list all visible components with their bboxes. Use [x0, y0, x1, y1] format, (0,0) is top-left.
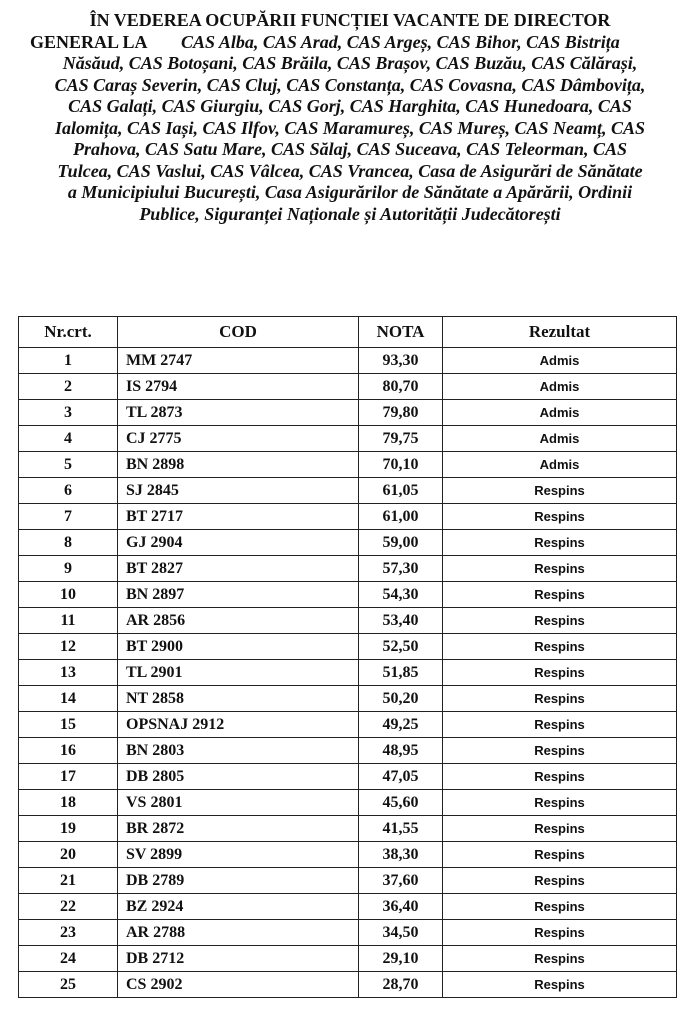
- table-row: [19, 530, 677, 556]
- heading-line: Ialomița, CAS Iași, CAS Ilfov, CAS Maramureș, CAS Mureș, CAS Neamț, CAS: [54, 117, 645, 138]
- cell-cod: TL 2873: [118, 400, 359, 426]
- cell-nr-crt: 15: [19, 712, 118, 738]
- cell-nr-crt: 16: [19, 738, 118, 764]
- table-row: [19, 504, 677, 530]
- cell-cod: NT 2858: [118, 686, 359, 712]
- table-row: [19, 374, 677, 400]
- document-heading: [20, 10, 680, 225]
- cell-rezultat: Respins: [443, 582, 677, 608]
- cell-nota: 45,60: [359, 790, 443, 816]
- cell-nr-crt: 14: [19, 686, 118, 712]
- table-body: [19, 348, 677, 998]
- cell-nota: 80,70: [359, 374, 443, 400]
- cell-nr-crt: 7: [19, 504, 118, 530]
- cell-rezultat: Respins: [443, 738, 677, 764]
- table-row: [19, 920, 677, 946]
- cell-cod: IS 2794: [118, 374, 359, 400]
- cell-cod: BR 2872: [118, 816, 359, 842]
- table-row: [19, 452, 677, 478]
- cell-rezultat: Respins: [443, 972, 677, 998]
- cell-nota: 61,05: [359, 478, 443, 504]
- cell-rezultat: Respins: [443, 530, 677, 556]
- heading-line: Prahova, CAS Satu Mare, CAS Sălaj, CAS Suceava, CAS Teleorman, CAS: [73, 139, 627, 159]
- cell-cod: DB 2789: [118, 868, 359, 894]
- cell-rezultat: Respins: [443, 686, 677, 712]
- cell-rezultat: Admis: [443, 348, 677, 374]
- cell-rezultat: Respins: [443, 842, 677, 868]
- cell-rezultat: Respins: [443, 764, 677, 790]
- cell-cod: BT 2900: [118, 634, 359, 660]
- cell-rezultat: Respins: [443, 556, 677, 582]
- cell-rezultat: Respins: [443, 946, 677, 972]
- heading-line: Tulcea, CAS Vaslui, CAS Vâlcea, CAS Vrancea, Casa de Asigurări de Sănătate: [57, 160, 643, 181]
- table-row: [19, 712, 677, 738]
- cell-nota: 51,85: [359, 660, 443, 686]
- cell-cod: BN 2898: [118, 452, 359, 478]
- table-row: [19, 556, 677, 582]
- heading-line-2: [20, 32, 680, 54]
- cell-rezultat: Admis: [443, 452, 677, 478]
- cell-nr-crt: 5: [19, 452, 118, 478]
- cell-nr-crt: 12: [19, 634, 118, 660]
- cell-nota: 49,25: [359, 712, 443, 738]
- cell-rezultat: Respins: [443, 634, 677, 660]
- header-nr-crt: Nr.crt.: [19, 317, 118, 348]
- results-table: [18, 316, 677, 998]
- cell-nota: 41,55: [359, 816, 443, 842]
- table-row: [19, 582, 677, 608]
- cell-nr-crt: 19: [19, 816, 118, 842]
- heading-line: a Municipiului București, Casa Asigurărilor de Sănătate a Apărării, Ordinii: [67, 182, 633, 202]
- cell-nota: 28,70: [359, 972, 443, 998]
- cell-nota: 29,10: [359, 946, 443, 972]
- table-row: [19, 608, 677, 634]
- cell-nota: 48,95: [359, 738, 443, 764]
- cell-nota: 93,30: [359, 348, 443, 374]
- cell-nr-crt: 8: [19, 530, 118, 556]
- cell-cod: AR 2788: [118, 920, 359, 946]
- heading-line-1: ÎN VEDEREA OCUPĂRII FUNCȚIEI VACANTE DE DIRECTOR: [89, 10, 611, 30]
- cell-nota: 61,00: [359, 504, 443, 530]
- cell-cod: DB 2712: [118, 946, 359, 972]
- cell-cod: SV 2899: [118, 842, 359, 868]
- cell-rezultat: Respins: [443, 816, 677, 842]
- cell-cod: TL 2901: [118, 660, 359, 686]
- cell-cod: BN 2803: [118, 738, 359, 764]
- table-row: [19, 764, 677, 790]
- cell-nr-crt: 21: [19, 868, 118, 894]
- cell-nota: 79,75: [359, 426, 443, 452]
- table-row: [19, 634, 677, 660]
- table-row: [19, 348, 677, 374]
- cell-nota: 54,30: [359, 582, 443, 608]
- table-row: [19, 842, 677, 868]
- cell-nr-crt: 22: [19, 894, 118, 920]
- cell-rezultat: Admis: [443, 374, 677, 400]
- cell-nota: 79,80: [359, 400, 443, 426]
- cell-nr-crt: 25: [19, 972, 118, 998]
- cell-rezultat: Respins: [443, 712, 677, 738]
- table-row: [19, 946, 677, 972]
- cell-nota: 53,40: [359, 608, 443, 634]
- cell-rezultat: Admis: [443, 400, 677, 426]
- cell-nr-crt: 10: [19, 582, 118, 608]
- cell-nr-crt: 11: [19, 608, 118, 634]
- cell-cod: GJ 2904: [118, 530, 359, 556]
- cell-nr-crt: 13: [19, 660, 118, 686]
- cell-nota: 59,00: [359, 530, 443, 556]
- cell-rezultat: Respins: [443, 894, 677, 920]
- cell-nota: 50,20: [359, 686, 443, 712]
- cell-nr-crt: 4: [19, 426, 118, 452]
- heading-prefix: GENERAL LA: [30, 31, 147, 52]
- cell-rezultat: Respins: [443, 920, 677, 946]
- cell-nr-crt: 17: [19, 764, 118, 790]
- cell-nota: 38,30: [359, 842, 443, 868]
- cell-nr-crt: 6: [19, 478, 118, 504]
- cell-nota: 57,30: [359, 556, 443, 582]
- cell-nota: 47,05: [359, 764, 443, 790]
- cell-cod: BT 2827: [118, 556, 359, 582]
- cell-nr-crt: 9: [19, 556, 118, 582]
- cell-cod: BZ 2924: [118, 894, 359, 920]
- cell-cod: OPSNAJ 2912: [118, 712, 359, 738]
- cell-rezultat: Respins: [443, 790, 677, 816]
- cell-rezultat: Respins: [443, 660, 677, 686]
- cell-nota: 52,50: [359, 634, 443, 660]
- cell-cod: MM 2747: [118, 348, 359, 374]
- table-row: [19, 868, 677, 894]
- heading-line: CAS Caraș Severin, CAS Cluj, CAS Constanța, CAS Covasna, CAS Dâmbovița,: [54, 74, 646, 95]
- table-row: [19, 660, 677, 686]
- cell-rezultat: Respins: [443, 504, 677, 530]
- cell-nr-crt: 24: [19, 946, 118, 972]
- cell-nota: 34,50: [359, 920, 443, 946]
- cell-rezultat: Admis: [443, 426, 677, 452]
- heading-line: Publice, Siguranței Naționale și Autorității Judecătorești: [139, 203, 561, 224]
- cell-rezultat: Respins: [443, 868, 677, 894]
- table-row: [19, 738, 677, 764]
- cell-cod: AR 2856: [118, 608, 359, 634]
- cell-nr-crt: 3: [19, 400, 118, 426]
- cell-nr-crt: 1: [19, 348, 118, 374]
- cell-rezultat: Respins: [443, 478, 677, 504]
- header-nota: NOTA: [359, 317, 443, 348]
- cell-nr-crt: 20: [19, 842, 118, 868]
- table-row: [19, 686, 677, 712]
- table-row: [19, 894, 677, 920]
- heading-line: CAS Galați, CAS Giurgiu, CAS Gorj, CAS Harghita, CAS Hunedoara, CAS: [68, 96, 632, 116]
- cell-cod: SJ 2845: [118, 478, 359, 504]
- cell-nr-crt: 18: [19, 790, 118, 816]
- heading-line: Năsăud, CAS Botoșani, CAS Brăila, CAS Brașov, CAS Buzău, CAS Călărași,: [62, 53, 638, 73]
- cell-nota: 70,10: [359, 452, 443, 478]
- table-header-row: [19, 317, 677, 348]
- cell-cod: CS 2902: [118, 972, 359, 998]
- cell-nr-crt: 2: [19, 374, 118, 400]
- table-row: [19, 790, 677, 816]
- header-cod: COD: [118, 317, 359, 348]
- cell-nota: 37,60: [359, 868, 443, 894]
- cell-rezultat: Respins: [443, 608, 677, 634]
- table-row: [19, 816, 677, 842]
- header-rezultat: Rezultat: [443, 317, 677, 348]
- heading-institutions-list: [20, 53, 680, 225]
- cell-nota: 36,40: [359, 894, 443, 920]
- cell-cod: BT 2717: [118, 504, 359, 530]
- cell-cod: DB 2805: [118, 764, 359, 790]
- table-row: [19, 426, 677, 452]
- cell-cod: CJ 2775: [118, 426, 359, 452]
- cell-cod: BN 2897: [118, 582, 359, 608]
- heading-institutions-start: CAS Alba, CAS Arad, CAS Argeș, CAS Bihor, CAS Bistrița: [181, 31, 620, 52]
- table-row: [19, 478, 677, 504]
- table-row: [19, 400, 677, 426]
- table-row: [19, 972, 677, 998]
- cell-nr-crt: 23: [19, 920, 118, 946]
- cell-cod: VS 2801: [118, 790, 359, 816]
